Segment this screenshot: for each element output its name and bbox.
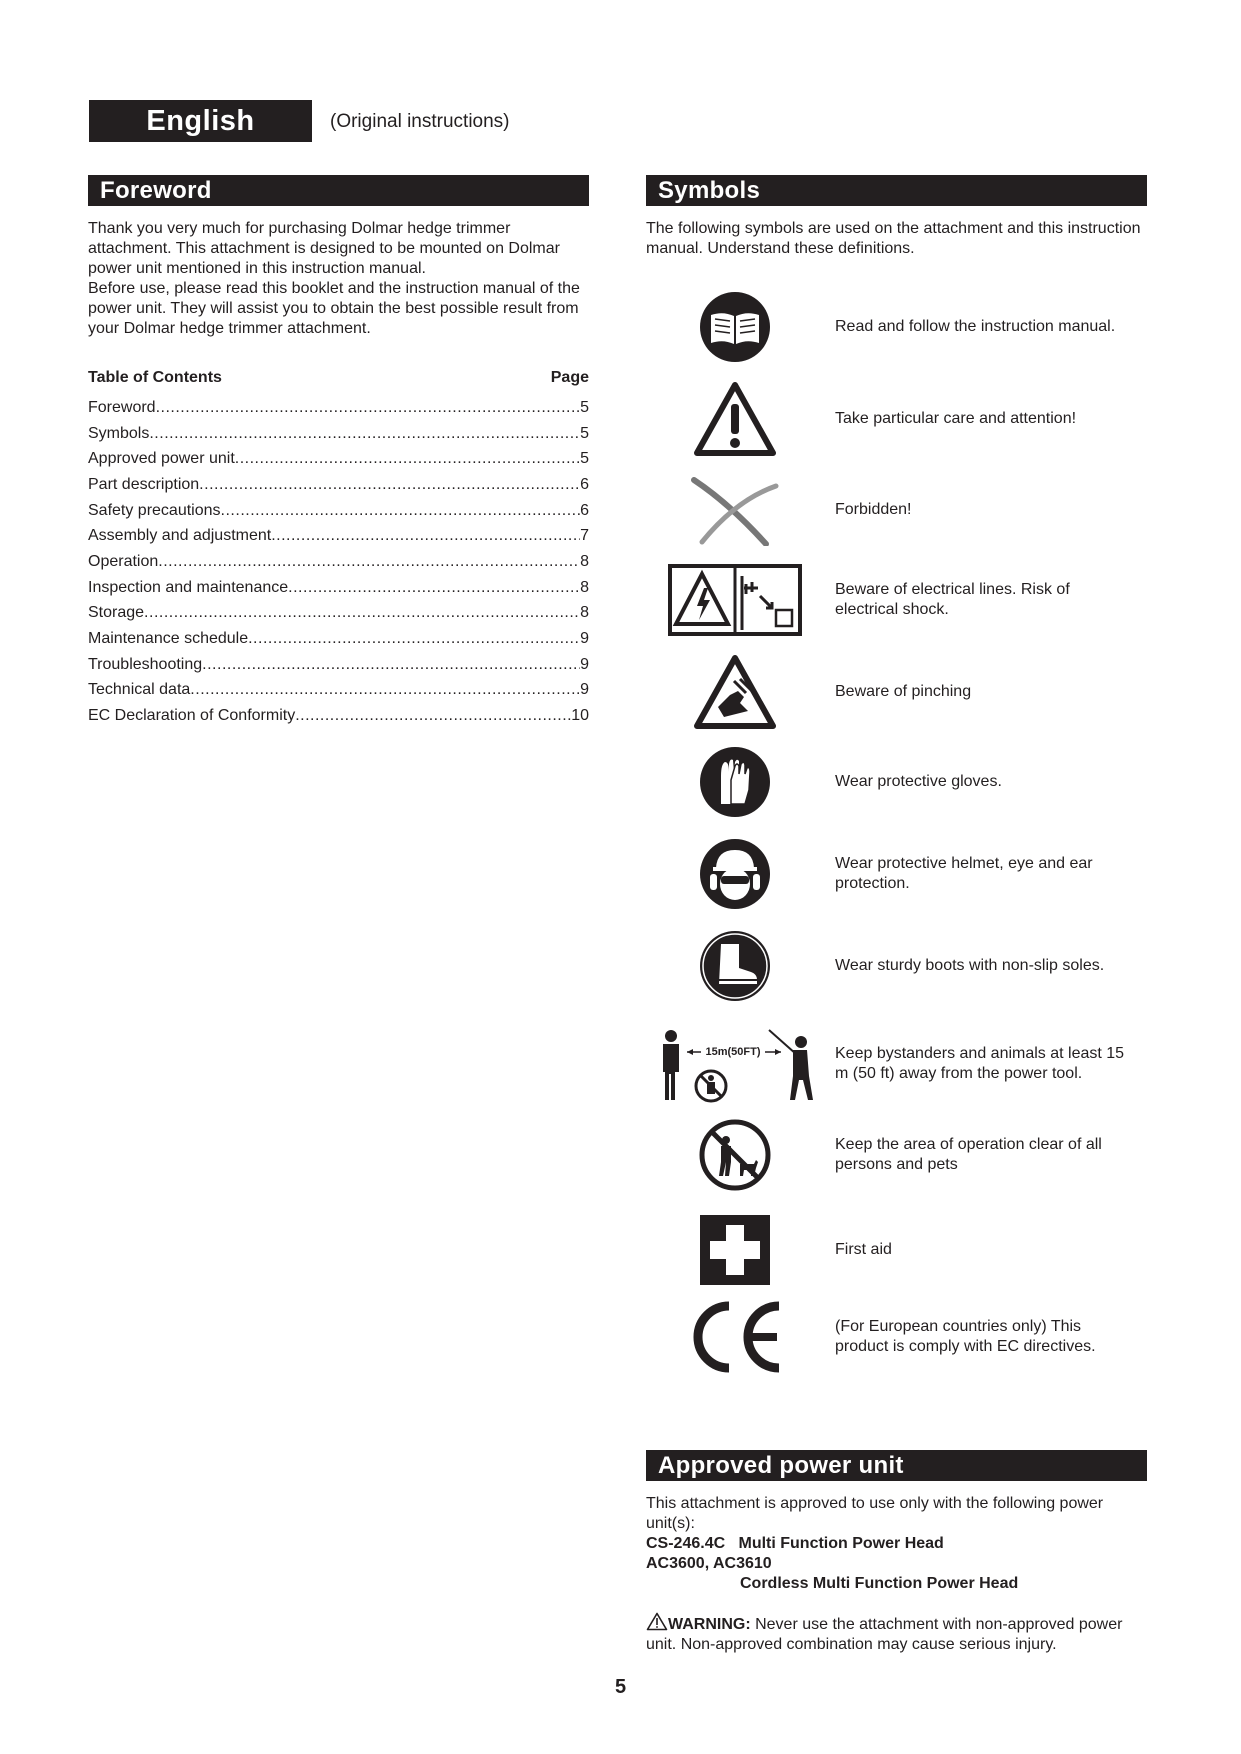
- pinching-icon: [650, 652, 820, 732]
- first-aid-icon: [650, 1210, 820, 1290]
- warning-triangle-icon: [650, 379, 820, 459]
- symbol-label: (For European countries only) This product is comply with EC directives.: [835, 1318, 1096, 1355]
- toc-row[interactable]: [88, 446, 589, 472]
- toc-item-page: 8: [580, 604, 589, 622]
- toc-item-title: Technical data: [88, 681, 191, 699]
- toc-item-title: Symbols: [88, 424, 150, 442]
- toc-item-page: 5: [580, 450, 589, 468]
- toc-row[interactable]: [88, 472, 589, 498]
- toc-item-page: 5: [580, 424, 589, 442]
- read-manual-icon: [650, 287, 820, 367]
- foreword-text: [88, 219, 593, 339]
- toc-item-page: 7: [580, 527, 589, 545]
- electrical-lines-icon: [650, 560, 820, 640]
- symbol-label: Forbidden!: [835, 501, 912, 518]
- warning-text: Never use the attachment with non-approved power unit. Non-approved combination may cause serious injury.: [646, 1616, 1123, 1653]
- toc-item-title: Foreword: [88, 398, 156, 416]
- toc-item-page: 10: [571, 707, 589, 725]
- approved-model-2-desc: Cordless Multi Function Power Head: [740, 1575, 1019, 1592]
- toc-item-page: 9: [580, 655, 589, 673]
- warning-label: WARNING:: [668, 1616, 751, 1633]
- foreword-paragraph-2: Before use, please read this booklet and the instruction manual of the power unit. They will assist you to obtain the best possible result from your Dolmar hedge trimmer attachment.: [88, 280, 580, 337]
- foreword-paragraph-1: Thank you very much for purchasing Dolmar hedge trimmer attachment. This attachment is designed to be mounted on Dolmar power unit mentioned in this instruction manual.: [88, 220, 560, 277]
- toc-row[interactable]: [88, 678, 589, 704]
- toc-item-page: 6: [580, 501, 589, 519]
- symbol-row: [650, 1210, 1150, 1290]
- toc-row[interactable]: [88, 575, 589, 601]
- symbol-label: Wear protective helmet, eye and ear protection.: [835, 855, 1093, 892]
- symbol-row: [650, 1026, 1150, 1102]
- bystander-distance-icon: [650, 1026, 820, 1106]
- toc-row[interactable]: [88, 601, 589, 627]
- toc-item-title: Approved power unit: [88, 450, 235, 468]
- toc-row[interactable]: [88, 395, 589, 421]
- original-instructions-note: (Original instructions): [330, 111, 510, 132]
- warning-note: [646, 1612, 1151, 1655]
- distance-text: 15m(50FT): [705, 1046, 761, 1058]
- toc-item-title: Storage: [88, 604, 145, 622]
- symbol-label: Wear protective gloves.: [835, 773, 1002, 790]
- approved-model-1: CS-246.4C Multi Function Power Head: [646, 1535, 944, 1552]
- toc-row[interactable]: [88, 626, 589, 652]
- toc-row[interactable]: [88, 703, 589, 729]
- foreword-heading: Foreword: [88, 175, 589, 206]
- symbol-label: First aid: [835, 1241, 892, 1258]
- approved-text: [646, 1494, 1151, 1655]
- helmet-icon: [650, 834, 820, 914]
- approved-model-2: AC3600, AC3610: [646, 1555, 772, 1572]
- toc-item-page: 5: [580, 398, 589, 416]
- approved-power-unit-heading: Approved power unit: [646, 1450, 1147, 1481]
- boots-icon: [650, 926, 820, 1006]
- language-badge: English: [89, 100, 312, 142]
- symbols-intro: The following symbols are used on the attachment and this instruction manual. Understand these definitions.: [646, 220, 1141, 257]
- symbol-row: [650, 1297, 1150, 1377]
- symbol-row: [650, 287, 1150, 367]
- approved-intro: This attachment is approved to use only with the following power unit(s):: [646, 1495, 1104, 1532]
- toc-item-page: 8: [580, 552, 589, 570]
- no-persons-pets-icon: [650, 1115, 820, 1195]
- page-number: 5: [614, 1676, 627, 1698]
- symbol-row: [650, 560, 1150, 640]
- toc-item-title: Part description: [88, 475, 200, 493]
- symbol-label: Wear sturdy boots with non-slip soles.: [835, 957, 1105, 974]
- symbol-row: [650, 926, 1150, 1006]
- forbidden-icon: [650, 470, 820, 550]
- symbol-label: Keep the area of operation clear of all persons and pets: [835, 1136, 1102, 1173]
- toc-item-title: Operation: [88, 552, 159, 570]
- toc-title: Table of Contents: [88, 369, 222, 386]
- ce-mark-icon: [650, 1297, 820, 1377]
- toc-item-title: Maintenance schedule: [88, 630, 249, 648]
- table-of-contents: [88, 369, 589, 729]
- toc-header: [88, 369, 589, 395]
- toc-item-page: 8: [580, 578, 589, 596]
- warning-icon: [646, 1612, 668, 1631]
- toc-item-page: 6: [580, 475, 589, 493]
- symbol-row: [650, 834, 1150, 914]
- toc-row[interactable]: [88, 523, 589, 549]
- toc-row[interactable]: [88, 421, 589, 447]
- symbol-label: Take particular care and attention!: [835, 410, 1077, 427]
- toc-row[interactable]: [88, 498, 589, 524]
- symbol-label: Read and follow the instruction manual.: [835, 318, 1116, 335]
- toc-item-title: Safety precautions: [88, 501, 221, 519]
- symbol-row: [650, 470, 1150, 550]
- toc-row[interactable]: [88, 549, 589, 575]
- gloves-icon: [650, 742, 820, 822]
- toc-page-label: Page: [550, 369, 589, 386]
- toc-item-page: 9: [580, 630, 589, 648]
- toc-item-title: Assembly and adjustment: [88, 527, 272, 545]
- symbol-row: [650, 379, 1150, 459]
- symbol-label: Keep bystanders and animals at least 15 m (50 ft) away from the power tool.: [835, 1045, 1125, 1082]
- toc-item-title: Troubleshooting: [88, 655, 203, 673]
- symbol-row: [650, 652, 1150, 732]
- symbol-label: Beware of electrical lines. Risk of electrical shock.: [835, 581, 1070, 618]
- toc-row[interactable]: [88, 652, 589, 678]
- symbol-label: Beware of pinching: [835, 683, 972, 700]
- symbol-row: [650, 742, 1150, 822]
- symbol-row: [650, 1115, 1150, 1195]
- toc-item-title: EC Declaration of Conformity: [88, 707, 296, 725]
- symbols-heading: Symbols: [646, 175, 1147, 206]
- toc-item-page: 9: [580, 681, 589, 699]
- toc-item-title: Inspection and maintenance: [88, 578, 289, 596]
